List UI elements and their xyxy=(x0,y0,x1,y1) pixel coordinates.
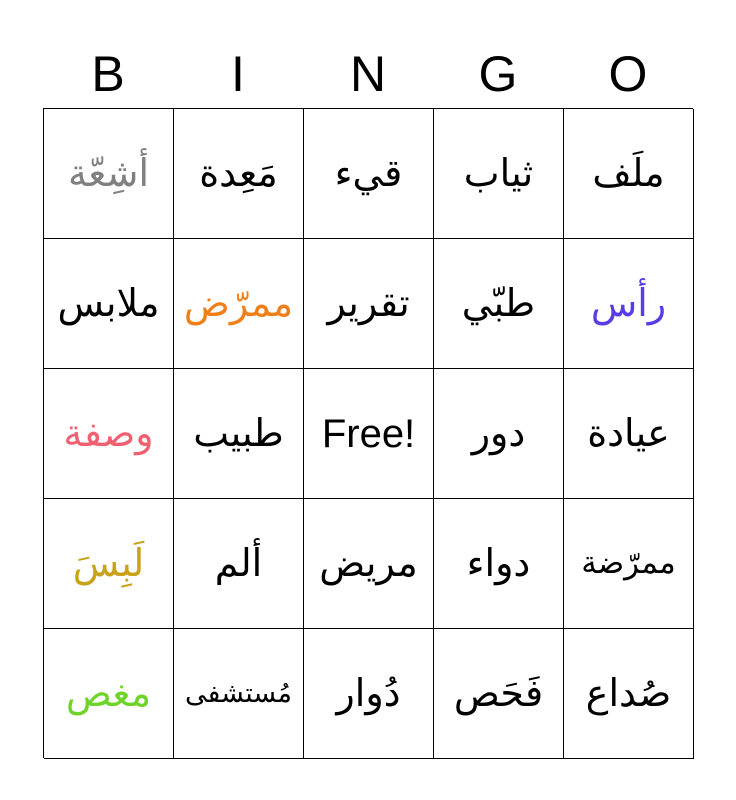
bingo-cell[interactable]: ملابس xyxy=(44,239,174,369)
bingo-cell[interactable]: ممرّض xyxy=(174,239,304,369)
header-letter-o: O xyxy=(608,46,648,102)
header-letter-n: N xyxy=(349,46,387,102)
bingo-cell[interactable]: لَبِسَ xyxy=(44,499,174,629)
bingo-cell[interactable]: دُوار xyxy=(304,629,434,759)
bingo-cell[interactable]: رأس xyxy=(564,239,694,369)
header-letter-b: B xyxy=(91,46,125,102)
bingo-cell[interactable]: ممرّضة xyxy=(564,499,694,629)
bingo-cell[interactable]: مُستشفى xyxy=(174,629,304,759)
bingo-cell[interactable]: ثياب xyxy=(434,109,564,239)
bingo-cell[interactable]: فَحَص xyxy=(434,629,564,759)
bingo-cell[interactable]: عيادة xyxy=(564,369,694,499)
bingo-board xyxy=(43,108,693,758)
bingo-cell[interactable]: أشِعّة xyxy=(44,109,174,239)
header-letter-i: I xyxy=(231,46,245,102)
bingo-cell[interactable]: ألم xyxy=(174,499,304,629)
bingo-cell[interactable]: صُداع xyxy=(564,629,694,759)
bingo-cell[interactable]: دور xyxy=(434,369,564,499)
bingo-cell[interactable]: طبيب xyxy=(174,369,304,499)
bingo-cell[interactable]: ملَف xyxy=(564,109,694,239)
bingo-cell[interactable]: طبّي xyxy=(434,239,564,369)
bingo-cell[interactable]: قيء xyxy=(304,109,434,239)
bingo-cell[interactable]: مَعِدة xyxy=(174,109,304,239)
bingo-cell[interactable]: مريض xyxy=(304,499,434,629)
bingo-cell[interactable]: تقرير xyxy=(304,239,434,369)
bingo-cell[interactable]: دواء xyxy=(434,499,564,629)
bingo-cell[interactable]: مغص xyxy=(44,629,174,759)
bingo-cell[interactable]: وصفة xyxy=(44,369,174,499)
bingo-header xyxy=(43,40,693,108)
free-cell[interactable]: Free! xyxy=(304,369,434,499)
header-letter-g: G xyxy=(478,46,518,102)
